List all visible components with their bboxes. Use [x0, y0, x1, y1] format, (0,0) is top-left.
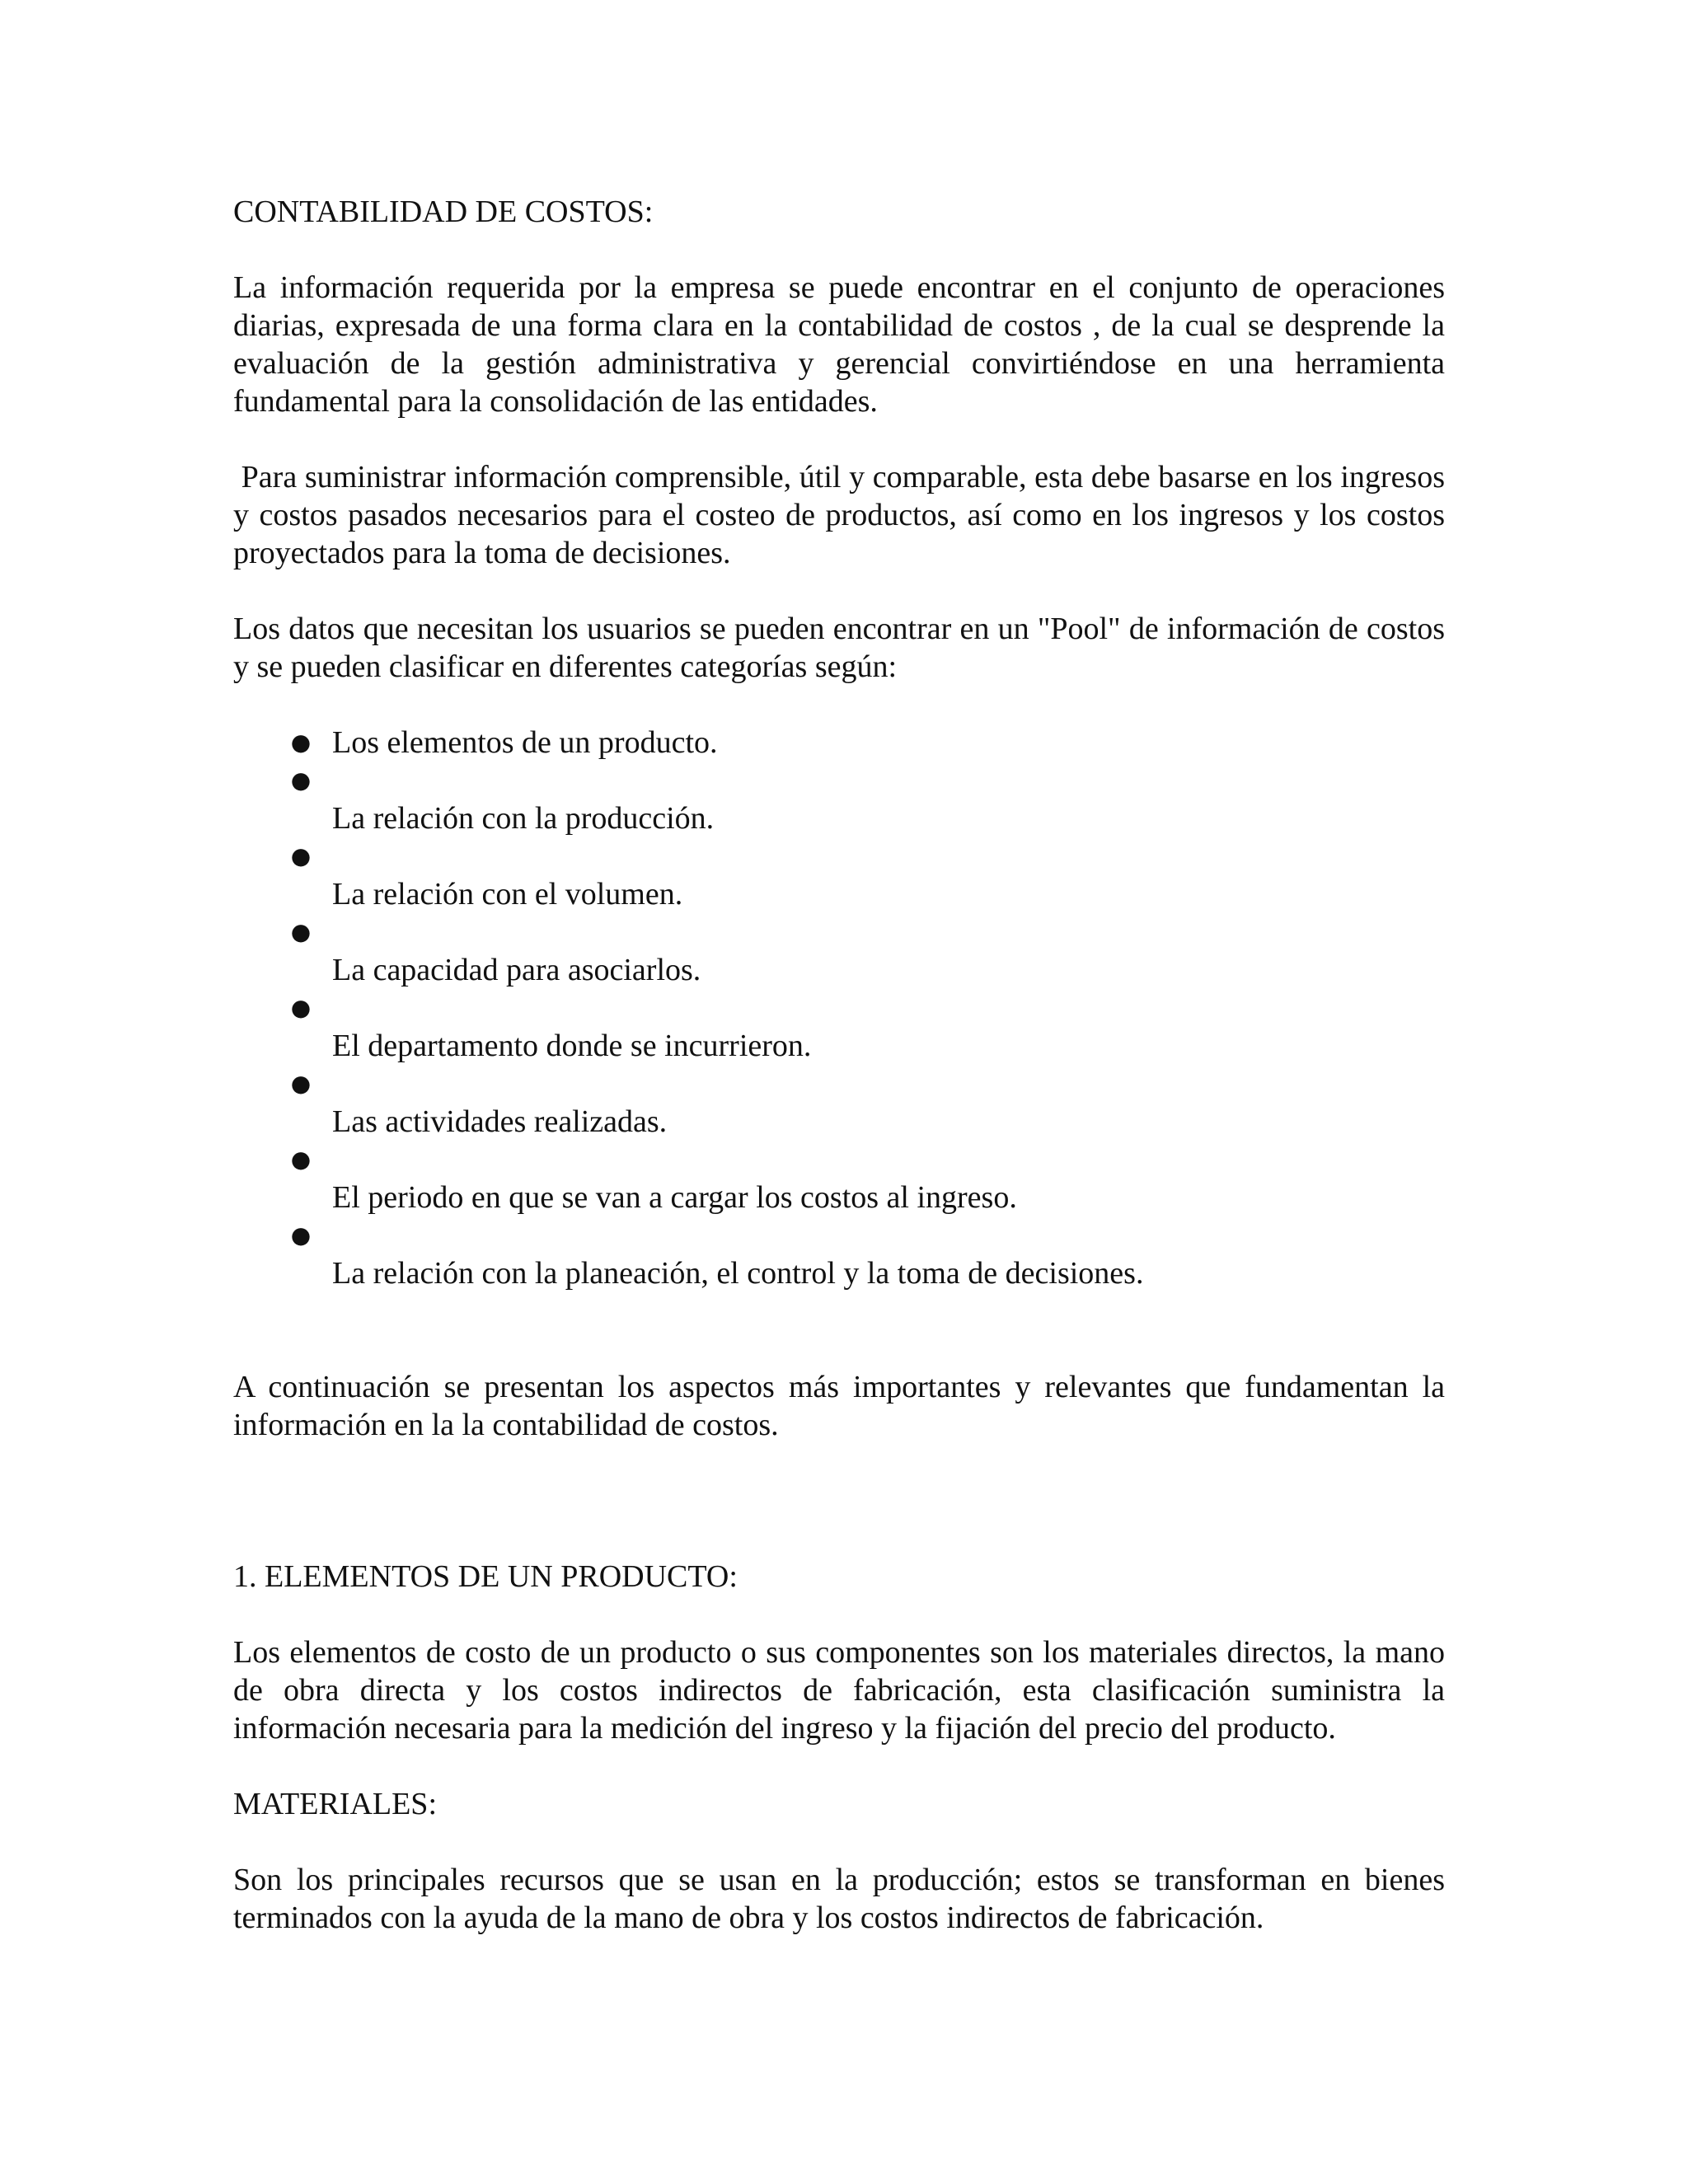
list-item — [233, 762, 1445, 837]
categories-list — [233, 724, 1445, 1292]
list-item-text: El departamento donde se incurrieron. — [332, 1029, 812, 1063]
list-item-text: La capacidad para asociarlos. — [332, 953, 701, 987]
list-item — [233, 989, 1445, 1065]
bullet-icon: ● — [290, 994, 312, 1021]
list-item-text: Los elementos de un producto. — [332, 725, 718, 760]
data-pool-paragraph: Los datos que necesitan los usuarios se pueden encontrar en un "Pool" de información de costos y se pueden clasificar en diferentes categorías según: — [233, 612, 1445, 684]
list-item — [233, 837, 1445, 913]
list-item — [233, 1065, 1445, 1141]
list-item — [233, 724, 1445, 762]
intro-paragraph: La información requerida por la empresa se puede encontrar en el conjunto de operaciones diarias, expresada de una forma clara en la contabilidad de costos , de la cual se desprende la evaluación de la gestión administrativa y gerencial convirtiéndose en una herramienta fundamental para la consolidación de las entidades. — [233, 270, 1445, 419]
bullet-icon: ● — [290, 842, 312, 869]
list-item-text: Las actividades realizadas. — [332, 1104, 668, 1139]
list-item-text: La relación con el volumen. — [332, 877, 683, 912]
aspects-paragraph: A continuación se presentan los aspectos más importantes y relevantes que fundamentan la información en la la contabilidad de costos. — [233, 1370, 1445, 1442]
document-page — [233, 193, 1453, 1937]
materials-paragraph: Son los principales recursos que se usan en la producción; estos se transforman en bienes terminados con la ayuda de la mano de obra y los costos indirectos de fabricación. — [233, 1863, 1445, 1935]
bullet-icon: ● — [290, 766, 312, 794]
list-item — [233, 1141, 1445, 1216]
elements-paragraph: Los elementos de costo de un producto o sus componentes son los materiales directos, la mano de obra directa y los costos indirectos de fabricación, esta clasificación suministra la información necesaria para la medición del ingreso y la fijación del precio del producto. — [233, 1635, 1445, 1746]
list-item-text: El periodo en que se van a cargar los costos al ingreso. — [332, 1180, 1017, 1215]
list-item — [233, 913, 1445, 989]
bullet-icon: ● — [290, 918, 312, 945]
bullet-icon: ● — [290, 1221, 312, 1249]
bullet-icon: ● — [290, 729, 312, 756]
bullet-icon: ● — [290, 1070, 312, 1097]
list-item — [233, 1216, 1445, 1292]
section-heading: 1. ELEMENTOS DE UN PRODUCTO: — [233, 1559, 738, 1594]
document-title: CONTABILIDAD DE COSTOS: — [233, 194, 654, 229]
list-item-text: La relación con la planeación, el control y la toma de decisiones. — [332, 1256, 1144, 1291]
bullet-icon: ● — [290, 1146, 312, 1173]
materials-heading: MATERIALES: — [233, 1787, 437, 1821]
list-item-text: La relación con la producción. — [332, 801, 715, 836]
information-paragraph: Para suministrar información comprensible, útil y comparable, esta debe basarse en los ingresos y costos pasados necesarios para el costeo de productos, así como en los ingresos y los costos proyectados para la toma de decisiones. — [233, 460, 1453, 570]
